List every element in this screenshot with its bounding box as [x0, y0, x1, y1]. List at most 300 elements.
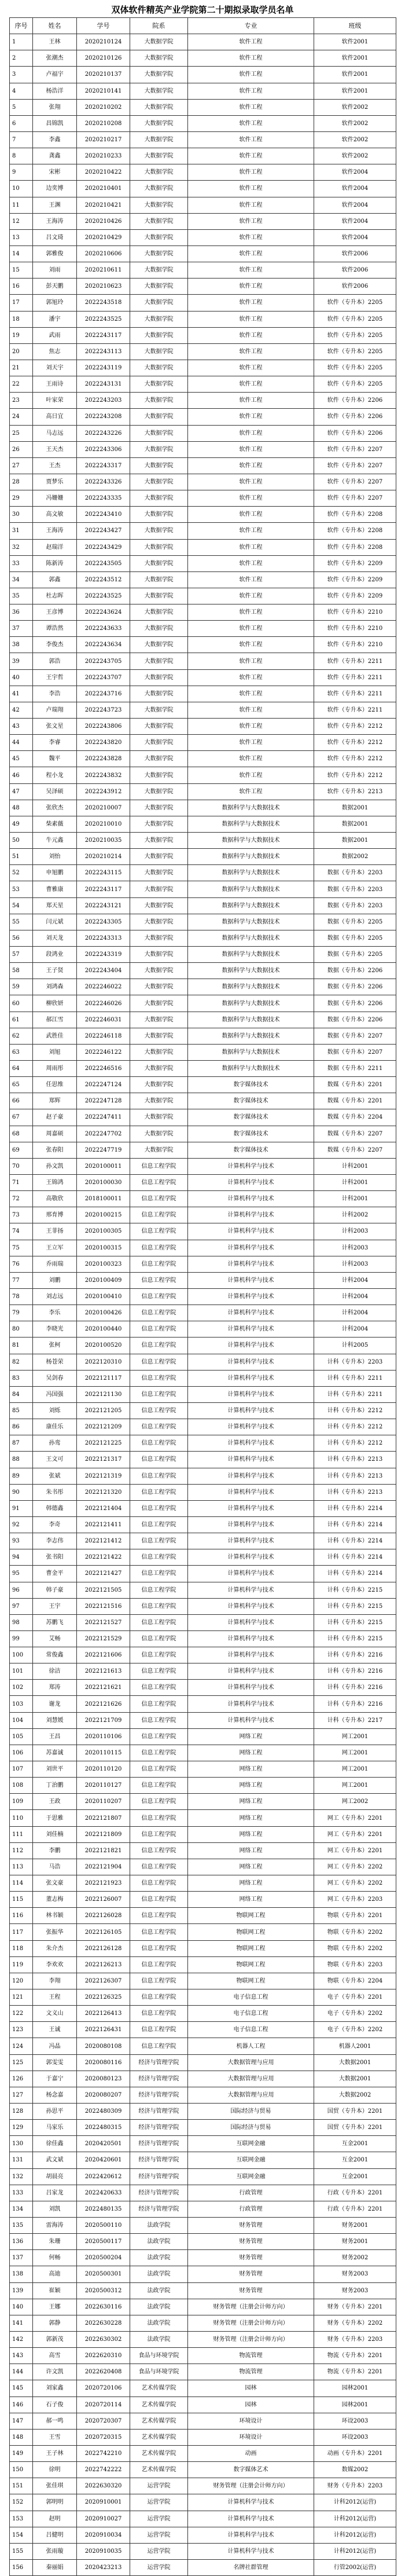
table-row — [10, 1158, 396, 1174]
cell-major: 计算机科学与技术 — [188, 1712, 314, 1728]
cell-class: 软件（专升本）2205 — [314, 376, 396, 393]
cell-college: 大数据学院 — [130, 979, 188, 995]
cell-major: 物联网工程 — [188, 1924, 314, 1940]
cell-class: 计科2001 — [314, 1174, 396, 1190]
cell-seq: 20 — [10, 343, 33, 360]
cell-name: 王昌 — [33, 1728, 77, 1745]
cell-class: 软件（专升本）2205 — [314, 311, 396, 327]
cell-class: 计科2001 — [314, 1158, 396, 1174]
cell-name: 冯国强 — [33, 1386, 77, 1402]
cell-seq: 143 — [10, 2348, 33, 2364]
cell-college: 食品与环境学院 — [130, 2348, 188, 2364]
table-row — [10, 1191, 396, 1207]
cell-major: 数字媒体技术 — [188, 1093, 314, 1109]
cell-name: 王雨诗 — [33, 376, 77, 393]
cell-name: 王杰 — [33, 457, 77, 474]
table-row — [10, 311, 396, 327]
cell-seq: 117 — [10, 1924, 33, 1940]
cell-name: 郭静 — [33, 2315, 77, 2331]
table-row — [10, 914, 396, 930]
cell-seq: 72 — [10, 1191, 33, 1207]
cell-student-id: 2022121505 — [77, 1582, 130, 1598]
table-row — [10, 1924, 396, 1940]
cell-name: 朱介杰 — [33, 1940, 77, 1956]
cell-name: 冯姗姗 — [33, 490, 77, 507]
cell-major: 电子信息工程 — [188, 2006, 314, 2022]
cell-major: 电子信息工程 — [188, 1989, 314, 2006]
cell-student-id: 2020210007 — [77, 800, 130, 816]
cell-major: 计算机科学与技术 — [188, 1207, 314, 1223]
cell-student-id: 2022742222 — [77, 2462, 130, 2478]
table-row — [10, 1028, 396, 1044]
cell-name: 彭天鹏 — [33, 279, 77, 295]
cell-college: 信息工程学院 — [130, 1582, 188, 1598]
cell-name: 郭雅俊 — [33, 245, 77, 262]
cell-name: 郭鑫 — [33, 571, 77, 588]
table-row — [10, 181, 396, 197]
cell-student-id: 2020110106 — [77, 1728, 130, 1745]
cell-seq: 37 — [10, 621, 33, 637]
cell-seq: 41 — [10, 686, 33, 702]
cell-name: 马家乐 — [33, 2120, 77, 2136]
table-row — [10, 2397, 396, 2413]
cell-student-id: 2022420612 — [77, 2168, 130, 2185]
cell-name: 郭新茂 — [33, 2331, 77, 2347]
cell-major: 软件工程 — [188, 376, 314, 393]
cell-student-id: 2018100011 — [77, 1191, 130, 1207]
cell-name: 雷海涛 — [33, 2217, 77, 2233]
cell-major: 计算机科学与技术 — [188, 1500, 314, 1516]
cell-college: 信息工程学院 — [130, 1191, 188, 1207]
table-row — [10, 213, 396, 229]
cell-student-id: 2022243723 — [77, 702, 130, 718]
cell-student-id: 2022243505 — [77, 555, 130, 571]
cell-name: 刘雨 — [33, 262, 77, 279]
table-row — [10, 457, 396, 474]
cell-class: 电子（专升本）2202 — [314, 2022, 396, 2038]
cell-student-id: 2022121821 — [77, 1842, 130, 1859]
cell-college: 大数据学院 — [130, 197, 188, 213]
cell-name: 闫元斌 — [33, 914, 77, 930]
cell-name: 宋彬 — [33, 164, 77, 181]
cell-college: 信息工程学院 — [130, 1370, 188, 1386]
cell-student-id: 2020910035 — [77, 2543, 130, 2559]
cell-seq: 132 — [10, 2168, 33, 2185]
cell-name: 郭浩 — [33, 653, 77, 669]
cell-major: 网络工程 — [188, 1826, 314, 1842]
cell-college: 大数据学院 — [130, 735, 188, 751]
cell-college: 信息工程学院 — [130, 1272, 188, 1288]
cell-student-id: 2022630116 — [77, 2299, 130, 2315]
cell-class: 数据（专升本）2205 — [314, 947, 396, 963]
table-row — [10, 686, 396, 702]
cell-class: 软件（专升本）2209 — [314, 555, 396, 571]
cell-seq: 45 — [10, 751, 33, 767]
cell-class: 网工2002 — [314, 1794, 396, 1810]
cell-seq: 69 — [10, 1142, 33, 1158]
roster-table — [9, 17, 396, 2576]
table-row — [10, 947, 396, 963]
cell-seq: 84 — [10, 1386, 33, 1402]
table-row — [10, 719, 396, 735]
page-title: 双体软件精英产业学院第二十期拟录取学员名单 — [111, 5, 294, 15]
cell-major: 大数据管理与应用 — [188, 2071, 314, 2087]
header-major: 专业 — [188, 18, 314, 34]
cell-name: 杜志晖 — [33, 588, 77, 604]
cell-college: 信息工程学院 — [130, 1663, 188, 1680]
cell-major: 财务管理（注册会计师方向） — [188, 2299, 314, 2315]
cell-student-id: 2022243404 — [77, 963, 130, 979]
cell-major: 软件工程 — [188, 262, 314, 279]
cell-major: 计算机科学与技术 — [188, 1614, 314, 1630]
cell-class: 数据2001 — [314, 800, 396, 816]
cell-class: 软件2004 — [314, 181, 396, 197]
cell-major: 园林 — [188, 2397, 314, 2413]
cell-college: 信息工程学院 — [130, 1419, 188, 1435]
cell-major: 软件工程 — [188, 441, 314, 457]
cell-college: 信息工程学院 — [130, 1794, 188, 1810]
cell-name: 刘鹏 — [33, 1272, 77, 1288]
cell-student-id: 2020210202 — [77, 99, 130, 115]
cell-class: 软件（专升本）2212 — [314, 719, 396, 735]
cell-college: 大数据学院 — [130, 262, 188, 279]
cell-name: 刘烁 — [33, 1402, 77, 1419]
cell-college: 大数据学院 — [130, 555, 188, 571]
table-row — [10, 833, 396, 849]
cell-seq: 131 — [10, 2152, 33, 2168]
cell-student-id: 2022620310 — [77, 2348, 130, 2364]
cell-name: 刘凯 — [33, 2201, 77, 2217]
cell-college: 大数据学院 — [130, 604, 188, 621]
cell-major: 软件工程 — [188, 653, 314, 669]
cell-name: 刘怡 — [33, 849, 77, 865]
cell-class: 数据（专升本）2203 — [314, 881, 396, 897]
cell-major: 财务管理（注册会计师方向） — [188, 2315, 314, 2331]
cell-name: 李奇 — [33, 1516, 77, 1533]
cell-seq: 55 — [10, 914, 33, 930]
cell-student-id: 2020100410 — [77, 1288, 130, 1305]
cell-student-id: 2020210429 — [77, 229, 130, 245]
cell-college: 信息工程学院 — [130, 1207, 188, 1223]
table-row — [10, 2559, 396, 2575]
cell-name: 董志梅 — [33, 1892, 77, 1908]
cell-student-id: 2020110207 — [77, 1794, 130, 1810]
cell-name: 谭浩然 — [33, 621, 77, 637]
cell-student-id: 2022121923 — [77, 1875, 130, 1892]
cell-seq: 57 — [10, 947, 33, 963]
cell-class: 网工（专升本）2201 — [314, 1842, 396, 1859]
cell-student-id: 2022243634 — [77, 637, 130, 653]
cell-name: 张春阳 — [33, 1142, 77, 1158]
cell-name: 刘世平 — [33, 1761, 77, 1778]
cell-student-id: 2020080108 — [77, 2038, 130, 2054]
cell-college: 经济与管理学院 — [130, 2104, 188, 2120]
cell-seq: 94 — [10, 1549, 33, 1566]
header-seq: 序号 — [10, 18, 33, 34]
cell-college: 大数据学院 — [130, 148, 188, 164]
cell-major: 网络工程 — [188, 1794, 314, 1810]
table-row — [10, 83, 396, 99]
cell-class: 计科（专升本）2214 — [314, 1500, 396, 1516]
cell-class: 计科（专升本）2215 — [314, 1614, 396, 1630]
cell-seq: 121 — [10, 1989, 33, 2006]
cell-seq: 92 — [10, 1516, 33, 1533]
cell-major: 网络工程 — [188, 1859, 314, 1875]
cell-college: 大数据学院 — [130, 295, 188, 311]
cell-name: 申旭鹏 — [33, 865, 77, 881]
cell-college: 大数据学院 — [130, 50, 188, 67]
cell-seq: 118 — [10, 1940, 33, 1956]
cell-major: 计算机科学与技术 — [188, 1582, 314, 1598]
cell-major: 软件工程 — [188, 131, 314, 148]
cell-college: 信息工程学院 — [130, 1859, 188, 1875]
cell-seq: 86 — [10, 1419, 33, 1435]
cell-major: 软件工程 — [188, 34, 314, 50]
cell-seq: 52 — [10, 865, 33, 881]
cell-seq: 25 — [10, 425, 33, 441]
cell-student-id: 2022243410 — [77, 507, 130, 523]
cell-college: 大数据学院 — [130, 1093, 188, 1109]
table-row — [10, 409, 396, 425]
table-row — [10, 621, 396, 637]
cell-seq: 12 — [10, 213, 33, 229]
cell-college: 信息工程学院 — [130, 1842, 188, 1859]
cell-class: 网工2001 — [314, 1728, 396, 1745]
table-row — [10, 1305, 396, 1321]
cell-seq: 153 — [10, 2511, 33, 2527]
cell-seq: 81 — [10, 1338, 33, 1354]
cell-major: 数字媒体技术 — [188, 1109, 314, 1126]
cell-class: 财务2001 — [314, 2217, 396, 2233]
cell-student-id: 2022121709 — [77, 1712, 130, 1728]
cell-class: 网工2001 — [314, 1778, 396, 1794]
cell-name: 高日宜 — [33, 409, 77, 425]
cell-major: 数据科学与大数据技术 — [188, 963, 314, 979]
cell-student-id: 2022243624 — [77, 604, 130, 621]
table-row — [10, 1012, 396, 1028]
cell-major: 行政管理 — [188, 2201, 314, 2217]
cell-major: 计算机科学与技术 — [188, 1321, 314, 1338]
cell-college: 信息工程学院 — [130, 1321, 188, 1338]
cell-student-id: 2022620408 — [77, 2364, 130, 2380]
cell-seq: 60 — [10, 995, 33, 1012]
table-row — [10, 881, 396, 897]
table-row — [10, 343, 396, 360]
cell-student-id: 2020910034 — [77, 2527, 130, 2543]
cell-seq: 156 — [10, 2559, 33, 2575]
table-row — [10, 295, 396, 311]
cell-student-id: 2022121529 — [77, 1630, 130, 1647]
table-row — [10, 2168, 396, 2185]
cell-major: 网络工程 — [188, 1810, 314, 1826]
cell-class: 软件（专升本）2206 — [314, 409, 396, 425]
table-row — [10, 2266, 396, 2282]
cell-name: 孙鸾 — [33, 1435, 77, 1452]
cell-class: 软件（专升本）2212 — [314, 751, 396, 767]
table-row — [10, 1842, 396, 1859]
cell-major: 计算机科学与技术 — [188, 1566, 314, 1582]
cell-seq: 76 — [10, 1256, 33, 1272]
cell-college: 大数据学院 — [130, 441, 188, 457]
table-row — [10, 2136, 396, 2152]
cell-student-id: 2020500312 — [77, 2282, 130, 2299]
cell-class: 财务2003 — [314, 2282, 396, 2299]
cell-class: 软件2001 — [314, 83, 396, 99]
cell-name: 张潮杰 — [33, 50, 77, 67]
table-row — [10, 702, 396, 718]
cell-major: 计算机科学与技术 — [188, 1386, 314, 1402]
table-row — [10, 2331, 396, 2347]
cell-student-id: 2020210124 — [77, 34, 130, 50]
cell-major: 计算机科学与技术 — [188, 1158, 314, 1174]
cell-student-id: 2020720106 — [77, 2380, 130, 2397]
cell-class: 数据（专升本）2206 — [314, 963, 396, 979]
cell-student-id: 2022247702 — [77, 1126, 130, 1142]
table-row — [10, 2478, 396, 2494]
cell-student-id: 2022121516 — [77, 1598, 130, 1614]
cell-class: 动画（专升本）2201 — [314, 2445, 396, 2461]
cell-student-id: 2020100440 — [77, 1321, 130, 1338]
cell-seq: 40 — [10, 669, 33, 686]
cell-name: 刘家鑫 — [33, 2380, 77, 2397]
table-row — [10, 2054, 396, 2071]
cell-seq: 125 — [10, 2054, 33, 2071]
cell-college: 信息工程学院 — [130, 1174, 188, 1190]
table-row — [10, 735, 396, 751]
cell-major: 计算机科学与技术 — [188, 1468, 314, 1484]
table-row — [10, 2527, 396, 2543]
cell-major: 网络工程 — [188, 1892, 314, 1908]
cell-student-id: 2022121117 — [77, 1370, 130, 1386]
cell-class: 软件（专升本）2207 — [314, 490, 396, 507]
cell-class: 软件2002 — [314, 99, 396, 115]
cell-major: 物联网工程 — [188, 1908, 314, 1924]
cell-class: 软件（专升本）2208 — [314, 507, 396, 523]
cell-college: 信息工程学院 — [130, 1402, 188, 1419]
table-row — [10, 1370, 396, 1386]
cell-class: 计科（专升本）2212 — [314, 1435, 396, 1452]
cell-student-id: 2020210126 — [77, 50, 130, 67]
cell-class: 计科（专升本）2216 — [314, 1696, 396, 1712]
table-row — [10, 1614, 396, 1630]
cell-college: 信息工程学院 — [130, 1598, 188, 1614]
cell-seq: 116 — [10, 1908, 33, 1924]
cell-major: 数据科学与大数据技术 — [188, 1044, 314, 1060]
table-row — [10, 2104, 396, 2120]
cell-name: 刘志远 — [33, 1288, 77, 1305]
table-row — [10, 816, 396, 832]
cell-major: 计算机科学与技术 — [188, 1516, 314, 1533]
table-row — [10, 555, 396, 571]
cell-name: 刘鸿森 — [33, 979, 77, 995]
cell-college: 信息工程学院 — [130, 1973, 188, 1989]
cell-name: 龚鑫 — [33, 148, 77, 164]
cell-college: 经济与管理学院 — [130, 2087, 188, 2103]
cell-college: 信息工程学院 — [130, 1158, 188, 1174]
cell-name: 石子俊 — [33, 2397, 77, 2413]
table-row — [10, 1582, 396, 1598]
table-row — [10, 1549, 396, 1566]
cell-seq: 35 — [10, 588, 33, 604]
cell-college: 经济与管理学院 — [130, 2152, 188, 2168]
cell-name: 武文斌 — [33, 2152, 77, 2168]
cell-student-id: 2022121606 — [77, 1647, 130, 1663]
cell-major: 物流管理 — [188, 2348, 314, 2364]
cell-major: 动画 — [188, 2445, 314, 2461]
cell-student-id: 2022243828 — [77, 751, 130, 767]
cell-college: 大数据学院 — [130, 131, 188, 148]
cell-student-id: 2022243313 — [77, 930, 130, 946]
cell-class: 软件2002 — [314, 131, 396, 148]
cell-student-id: 2022243117 — [77, 881, 130, 897]
table-row — [10, 1272, 396, 1288]
cell-class: 软件（专升本）2213 — [314, 783, 396, 800]
cell-class: 软件（专升本）2210 — [314, 604, 396, 621]
table-row — [10, 1973, 396, 1989]
table-row — [10, 1354, 396, 1370]
cell-seq: 136 — [10, 2234, 33, 2250]
table-row — [10, 262, 396, 279]
cell-college: 艺术传媒学院 — [130, 2462, 188, 2478]
table-row — [10, 2201, 396, 2217]
table-row — [10, 1956, 396, 1973]
table-row — [10, 1810, 396, 1826]
cell-major: 计算机科学与技术 — [188, 1419, 314, 1435]
cell-class: 数据（专升本）2206 — [314, 1012, 396, 1028]
cell-seq: 61 — [10, 1012, 33, 1028]
cell-student-id: 2020210217 — [77, 131, 130, 148]
table-row — [10, 1256, 396, 1272]
cell-seq: 109 — [10, 1794, 33, 1810]
cell-student-id: 2022121807 — [77, 1810, 130, 1826]
cell-class: 环设2003 — [314, 2413, 396, 2429]
cell-college: 大数据学院 — [130, 245, 188, 262]
cell-name: 李浩 — [33, 686, 77, 702]
cell-major: 软件工程 — [188, 783, 314, 800]
cell-student-id: 2022243319 — [77, 947, 130, 963]
cell-class: 软件（专升本）2205 — [314, 343, 396, 360]
cell-name: 郑辉 — [33, 1093, 77, 1109]
cell-major: 数据科学与大数据技术 — [188, 897, 314, 914]
cell-major: 环境设计 — [188, 2429, 314, 2445]
cell-name: 郑天星 — [33, 897, 77, 914]
cell-class: 计科（专升本）2213 — [314, 1452, 396, 1468]
cell-student-id: 2020080116 — [77, 2054, 130, 2071]
cell-student-id: 2020910001 — [77, 2494, 130, 2511]
cell-name: 郑涛 — [33, 1680, 77, 1696]
cell-major: 计算机科学与技术 — [188, 1174, 314, 1190]
cell-major: 数据科学与大数据技术 — [188, 1061, 314, 1077]
cell-student-id: 2022243117 — [77, 327, 130, 343]
cell-major: 软件工程 — [188, 457, 314, 474]
table-row — [10, 2282, 396, 2299]
cell-class: 电子（专升本）2201 — [314, 1989, 396, 2006]
table-row — [10, 1109, 396, 1126]
cell-name: 王子贤 — [33, 963, 77, 979]
cell-major: 数据科学与大数据技术 — [188, 914, 314, 930]
cell-name: 武雨 — [33, 327, 77, 343]
cell-major: 环境设计 — [188, 2413, 314, 2429]
table-row — [10, 2071, 396, 2087]
cell-class: 数据2001 — [314, 833, 396, 849]
cell-name: 高雪 — [33, 2348, 77, 2364]
table-row — [10, 1680, 396, 1696]
cell-college: 大数据学院 — [130, 83, 188, 99]
cell-major: 计算机科学与技术 — [188, 1435, 314, 1452]
cell-student-id: 2022243305 — [77, 914, 130, 930]
cell-college: 信息工程学院 — [130, 1728, 188, 1745]
cell-name: 李乐 — [33, 1305, 77, 1321]
